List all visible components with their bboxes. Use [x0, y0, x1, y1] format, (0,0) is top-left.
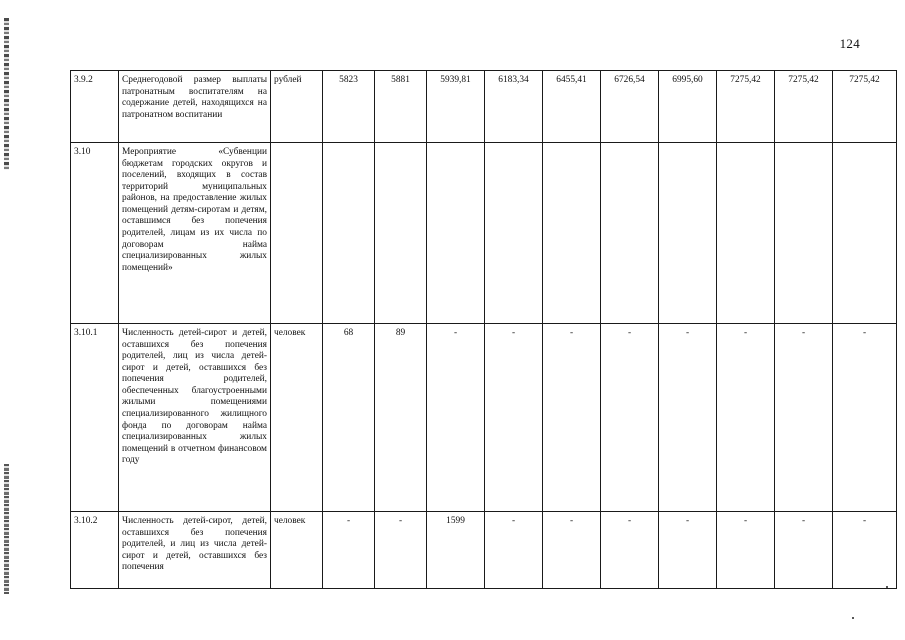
value-cell: 7275,42 — [775, 71, 833, 143]
value-cell: - — [375, 512, 427, 589]
row-description: Среднегодовой размер выплаты патронатным воспитателям на содержание детей, находящихся на патронатном воспитании — [119, 71, 271, 143]
scan-binding-edge-bottom — [4, 464, 9, 594]
value-cell: 89 — [375, 324, 427, 512]
value-cell — [659, 143, 717, 324]
row-unit: рублей — [271, 71, 323, 143]
row-unit — [271, 143, 323, 324]
value-cell — [323, 143, 375, 324]
value-cell: - — [543, 324, 601, 512]
scan-binding-edge-top — [4, 18, 9, 170]
value-cell: 6455,41 — [543, 71, 601, 143]
scan-speck — [886, 586, 888, 588]
value-cell: - — [717, 512, 775, 589]
value-cell: - — [485, 324, 543, 512]
value-cell: - — [833, 324, 897, 512]
scan-speck — [852, 617, 854, 619]
value-cell: 6183,34 — [485, 71, 543, 143]
value-cell: - — [833, 512, 897, 589]
value-cell — [485, 143, 543, 324]
value-cell: - — [323, 512, 375, 589]
value-cell: - — [775, 324, 833, 512]
value-cell: - — [659, 512, 717, 589]
value-cell: 68 — [323, 324, 375, 512]
value-cell: - — [427, 324, 485, 512]
value-cell — [601, 143, 659, 324]
row-code: 3.10 — [71, 143, 119, 324]
value-cell: 7275,42 — [833, 71, 897, 143]
value-cell — [833, 143, 897, 324]
value-cell: - — [717, 324, 775, 512]
table-row — [71, 512, 897, 589]
value-cell — [375, 143, 427, 324]
row-description: Мероприятие «Субвенции бюджетам городских округов и поселений, входящих в состав территорий муниципальных районов, на предоставление жилых помещений детям-сиротам и детям, оставшимся без попечения родителей, лицам из их числа по договорам найма специализированных жилых помещений» — [119, 143, 271, 324]
row-description: Численность детей-сирот и детей, оставшихся без попечения родителей, лиц из числа детей-сирот и детей, оставшихся без попечения родителей, обеспеченных благоустроенными жилыми помещениями специализированного жилищного фонда по договорам найма специализированных жилых помещений в отчетном финансовом году — [119, 324, 271, 512]
value-cell: 6995,60 — [659, 71, 717, 143]
value-cell — [427, 143, 485, 324]
table-row — [71, 71, 897, 143]
value-cell: 5881 — [375, 71, 427, 143]
value-cell — [775, 143, 833, 324]
value-cell: 5823 — [323, 71, 375, 143]
page-number: 124 — [839, 36, 860, 51]
table-row — [71, 324, 897, 512]
value-cell: - — [485, 512, 543, 589]
row-unit: человек — [271, 512, 323, 589]
row-code: 3.10.1 — [71, 324, 119, 512]
value-cell: - — [601, 512, 659, 589]
value-cell — [717, 143, 775, 324]
value-cell: - — [775, 512, 833, 589]
value-cell: - — [543, 512, 601, 589]
row-code: 3.9.2 — [71, 71, 119, 143]
value-cell: 5939,81 — [427, 71, 485, 143]
value-cell: - — [601, 324, 659, 512]
value-cell: - — [659, 324, 717, 512]
value-cell — [543, 143, 601, 324]
value-cell: 6726,54 — [601, 71, 659, 143]
row-description: Численность детей-сирот, детей, оставшихся без попечения родителей, и лиц из числа детей-сирот и детей, оставшихся без попечения — [119, 512, 271, 589]
value-cell: 1599 — [427, 512, 485, 589]
row-code: 3.10.2 — [71, 512, 119, 589]
row-unit: человек — [271, 324, 323, 512]
indicator-table — [70, 70, 897, 589]
value-cell: 7275,42 — [717, 71, 775, 143]
table-row — [71, 143, 897, 324]
